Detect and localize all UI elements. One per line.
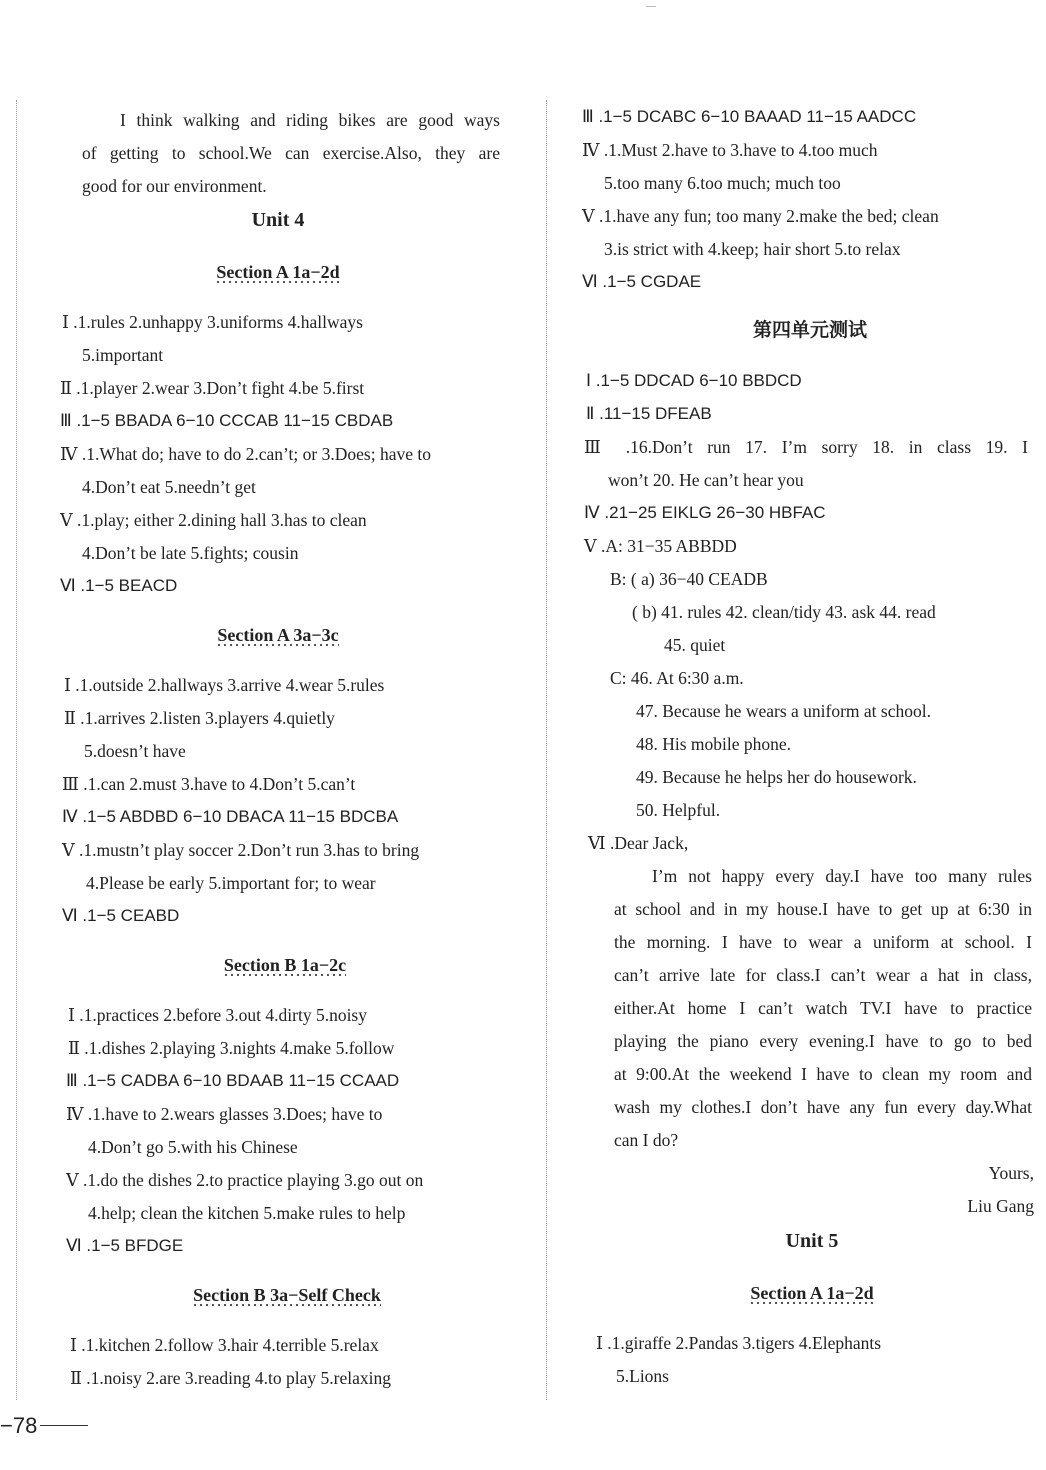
section-title-text: Section A 3a−3c [217, 625, 339, 645]
answer-line: 47. Because he wears a uniform at school. [636, 701, 931, 721]
left-dotted-rule [16, 100, 17, 1400]
answer-line: Ⅴ .1.do the dishes 2.to practice playing 3.go out on [66, 1170, 424, 1190]
answer-line: Ⅲ .1−5 CADBA 6−10 BDAAB 11−15 CCAAD [66, 1071, 400, 1090]
answer-line: Ⅳ .1.have to 2.wears glasses 3.Does; have to [66, 1104, 383, 1124]
section-title [580, 1283, 1044, 1305]
answer-line: Ⅰ .1.giraffe 2.Pandas 3.tigers 4.Elephants [596, 1333, 882, 1353]
letter-line: the morning. I have to wear a uniform at school. I [614, 932, 1032, 952]
answer-line: 4.Don’t be late 5.fights; cousin [82, 543, 299, 563]
answer-line: Ⅰ .1.rules 2.unhappy 3.uniforms 4.hallways [62, 312, 363, 332]
answer-line: 4.help; clean the kitchen 5.make rules to help [88, 1203, 406, 1223]
answer-line: Ⅲ .1−5 BBADA 6−10 CCCAB 11−15 CBDAB [60, 411, 394, 430]
letter-line: playing the piano every evening.I have to go to bed [614, 1031, 1032, 1051]
section-title [58, 625, 498, 647]
answer-line: Ⅱ .1.dishes 2.playing 3.nights 4.make 5.follow [68, 1038, 395, 1058]
answer-line: won’t 20. He can’t hear you [608, 470, 804, 490]
answer-line: Ⅳ .21−25 EIKLG 26−30 HBFAC [584, 503, 826, 522]
letter-line: at school and in my house.I have to get up at 6:30 in [614, 899, 1032, 919]
answer-line: 5.important [82, 345, 164, 365]
intro-line: I think walking and riding bikes are good ways [120, 110, 500, 130]
letter-line: can’t arrive late for class.I can’t wear a hat in class, [614, 965, 1032, 985]
answer-line: 50. Helpful. [636, 800, 721, 820]
answer-line: Ⅵ .Dear Jack, [588, 833, 689, 853]
answer-line: Ⅰ .1.practices 2.before 3.out 4.dirty 5.noisy [68, 1005, 367, 1025]
answer-line: 5.doesn’t have [84, 741, 186, 761]
letter-line: I’m not happy every day.I have too many rules [652, 866, 1032, 886]
answer-line: Ⅵ .1−5 CEABD [62, 906, 180, 925]
section-title-text: Section B 1a−2c [223, 955, 347, 975]
letter-line: at 9:00.At the weekend I have to clean my room and [614, 1064, 1032, 1084]
answer-line: 5.too many 6.too much; much too [604, 173, 841, 193]
intro-line: good for our environment. [82, 176, 267, 196]
section-title-text: Section A 1a−2d [216, 262, 340, 282]
answer-line: Ⅰ .1−5 DDCAD 6−10 BBDCD [586, 371, 802, 390]
unit-title: Unit 4 [251, 209, 305, 231]
answer-line: Ⅲ .1.can 2.must 3.have to 4.Don’t 5.can’t [62, 774, 356, 794]
answer-line: Ⅲ .1−5 DCABC 6−10 BAAAD 11−15 AADCC [582, 107, 917, 126]
answer-line: Ⅱ .1.arrives 2.listen 3.players 4.quietly [64, 708, 335, 728]
answer-line: 4.Don’t go 5.with his Chinese [88, 1137, 298, 1157]
answer-line: Ⅵ .1−5 BFDGE [66, 1236, 184, 1255]
letter-signature: Liu Gang [967, 1196, 1034, 1216]
answer-line: Ⅲ .16.Don’t run 17. I’m sorry 18. in class 19. I [584, 437, 1028, 457]
test-title: 第四单元测试 [752, 320, 867, 341]
answer-line: 4.Please be early 5.important for; to wear [86, 873, 376, 893]
intro-line: of getting to school.We can exercise.Also, they are [82, 143, 500, 163]
section-title [58, 955, 512, 977]
center-dotted-rule [546, 100, 547, 1400]
answer-line: Ⅵ .1−5 CGDAE [582, 272, 702, 291]
answer-line: 5.Lions [616, 1366, 669, 1386]
answer-line: Ⅴ .1.play; either 2.dining hall 3.has to clean [60, 510, 367, 530]
answer-line: 49. Because he helps her do housework. [636, 767, 917, 787]
answer-line: Ⅴ .1.mustn’t play soccer 2.Don’t run 3.has to bring [62, 840, 420, 860]
answer-line: Ⅵ .1−5 BEACD [60, 576, 178, 595]
section-title-text: Section B 3a−Self Check [193, 1285, 381, 1305]
letter-line: wash my clothes.I don’t have any fun every day.What [614, 1097, 1032, 1117]
answer-line: Ⅳ .1.What do; have to do 2.can’t; or 3.Does; have to [60, 444, 431, 464]
answer-line: 3.is strict with 4.keep; hair short 5.to relax [604, 239, 901, 259]
answer-line: Ⅱ .1.noisy 2.are 3.reading 4.to play 5.relaxing [70, 1368, 391, 1388]
answer-line: ( b) 41. rules 42. clean/tidy 43. ask 44. read [632, 602, 936, 622]
letter-line: either.At home I can’t watch TV.I have to practice [614, 998, 1032, 1018]
footer-rule [40, 1425, 88, 1426]
page-number: −78 [0, 1413, 38, 1438]
answer-line: Ⅴ .A: 31−35 ABBDD [584, 536, 737, 556]
answer-line: 4.Don’t eat 5.needn’t get [82, 477, 256, 497]
section-title [58, 1285, 516, 1307]
answer-line: Ⅱ .1.player 2.wear 3.Don’t fight 4.be 5.first [60, 378, 365, 398]
letter-closing: Yours, [988, 1163, 1034, 1183]
unit-title: Unit 5 [785, 1230, 839, 1252]
section-title-text: Section A 1a−2d [750, 1283, 874, 1303]
letter-line: can I do? [614, 1130, 679, 1150]
answer-line: 48. His mobile phone. [636, 734, 792, 754]
answer-line: C: 46. At 6:30 a.m. [610, 668, 744, 688]
top-mark [646, 6, 656, 7]
answer-line: Ⅱ .11−15 DFEAB [586, 404, 712, 423]
section-title [58, 262, 498, 284]
answer-line: Ⅰ .1.outside 2.hallways 3.arrive 4.wear 5.rules [64, 675, 385, 695]
answer-line: Ⅳ .1.Must 2.have to 3.have to 4.too much [582, 140, 878, 160]
answer-line: Ⅴ .1.have any fun; too many 2.make the bed; clean [582, 206, 939, 226]
answer-line: B: ( a) 36−40 CEADB [610, 569, 768, 589]
answer-line: 45. quiet [664, 635, 726, 655]
answer-line: Ⅰ .1.kitchen 2.follow 3.hair 4.terrible 5.relax [70, 1335, 379, 1355]
answer-line: Ⅳ .1−5 ABDBD 6−10 DBACA 11−15 BDCBA [62, 807, 399, 826]
